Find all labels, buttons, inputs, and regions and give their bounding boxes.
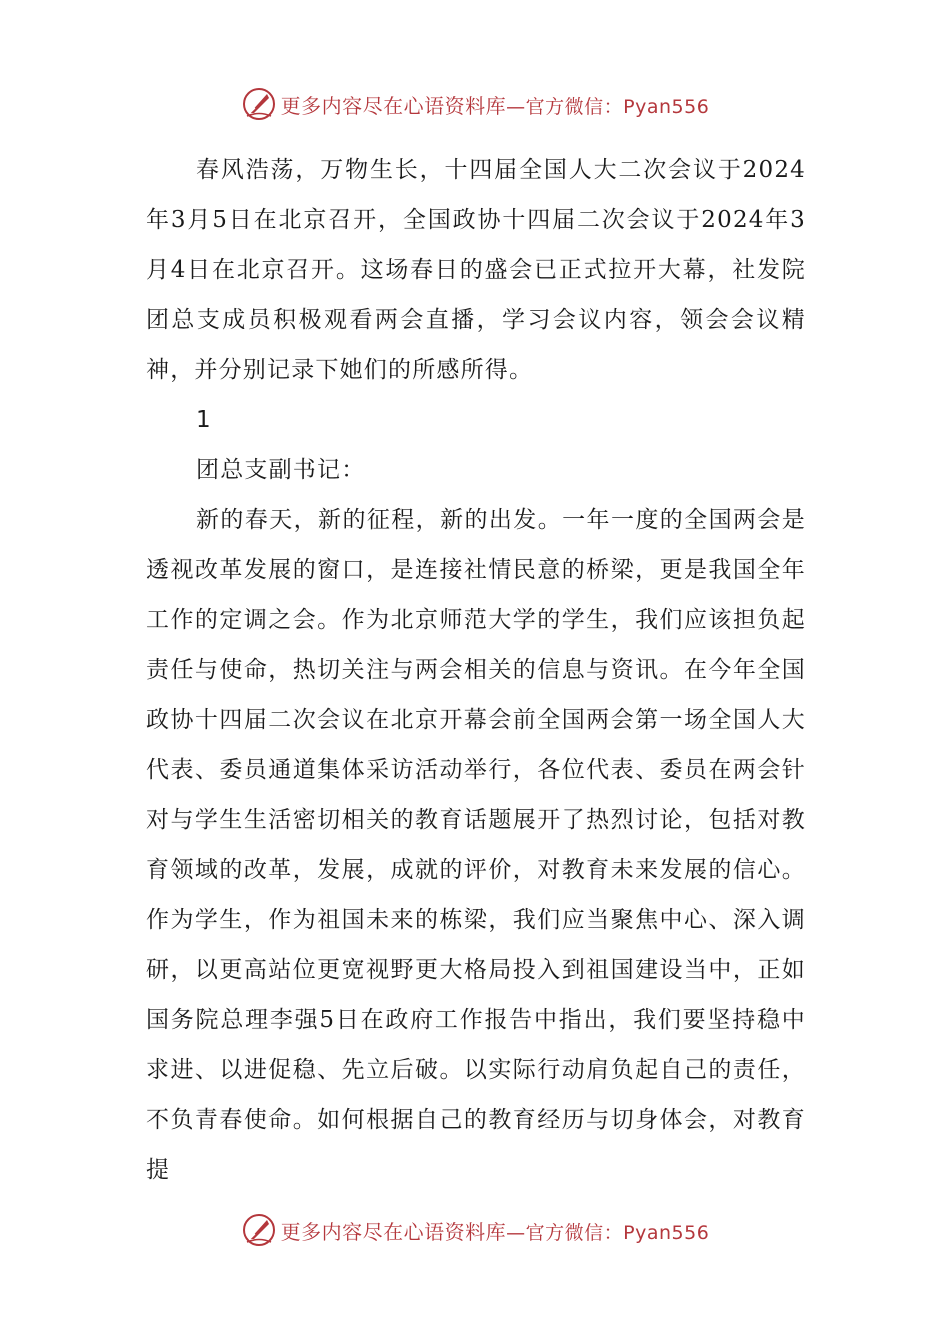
watermark-wechat-text: —官方微信：Pyan556 [506,1221,710,1244]
intro-paragraph: 春风浩荡，万物生长，十四届全国人大二次会议于2024年3月5日在北京召开，全国政协十四届二次会议于2024年3月4日在北京召开。这场春日的盛会已正式拉开大幕，社发院团总支成员积极观看两会直播，学习会议内容，领会会议精神，并分别记录下她们的所感所得。 [146,157,806,383]
quill-pen-logo-icon [241,86,277,122]
section-number: 1 [196,407,212,433]
document-body [146,145,806,1195]
header-watermark [0,80,950,128]
watermark-text [281,1216,710,1245]
watermark-main-text: 更多内容尽在心语资料库 [280,93,507,118]
quill-pen-logo-icon [241,1212,277,1248]
watermark-main-text: 更多内容尽在心语资料库 [280,1219,507,1244]
body-paragraph: 新的春天，新的征程，新的出发。一年一度的全国两会是透视改革发展的窗口，是连接社情民意的桥梁，更是我国全年工作的定调之会。作为北京师范大学的学生，我们应该担负起责任与使命，热切关注与两会相关的信息与资讯。在今年全国政协十四届二次会议在北京开幕会前全国两会第一场全国人大代表、委员通道集体采访活动举行，各位代表、委员在两会针对与学生生活密切相关的教育话题展开了热烈讨论，包括对教育领域的改革，发展，成就的评价，对教育未来发展的信心。作为学生，作为祖国未来的栋梁，我们应当聚焦中心、深入调研，以更高站位更宽视野更大格局投入到祖国建设当中，正如国务院总理李强5日在政府工作报告中指出，我们要坚持稳中求进、以进促稳、先立后破。以实际行动肩负起自己的责任，不负青春使命。如何根据自己的教育经历与切身体会，对教育提 [146,507,806,1183]
footer-watermark [0,1206,950,1254]
watermark-text [281,90,710,119]
watermark-wechat-text: —官方微信：Pyan556 [506,95,710,118]
section-heading: 团总支副书记： [196,457,366,483]
